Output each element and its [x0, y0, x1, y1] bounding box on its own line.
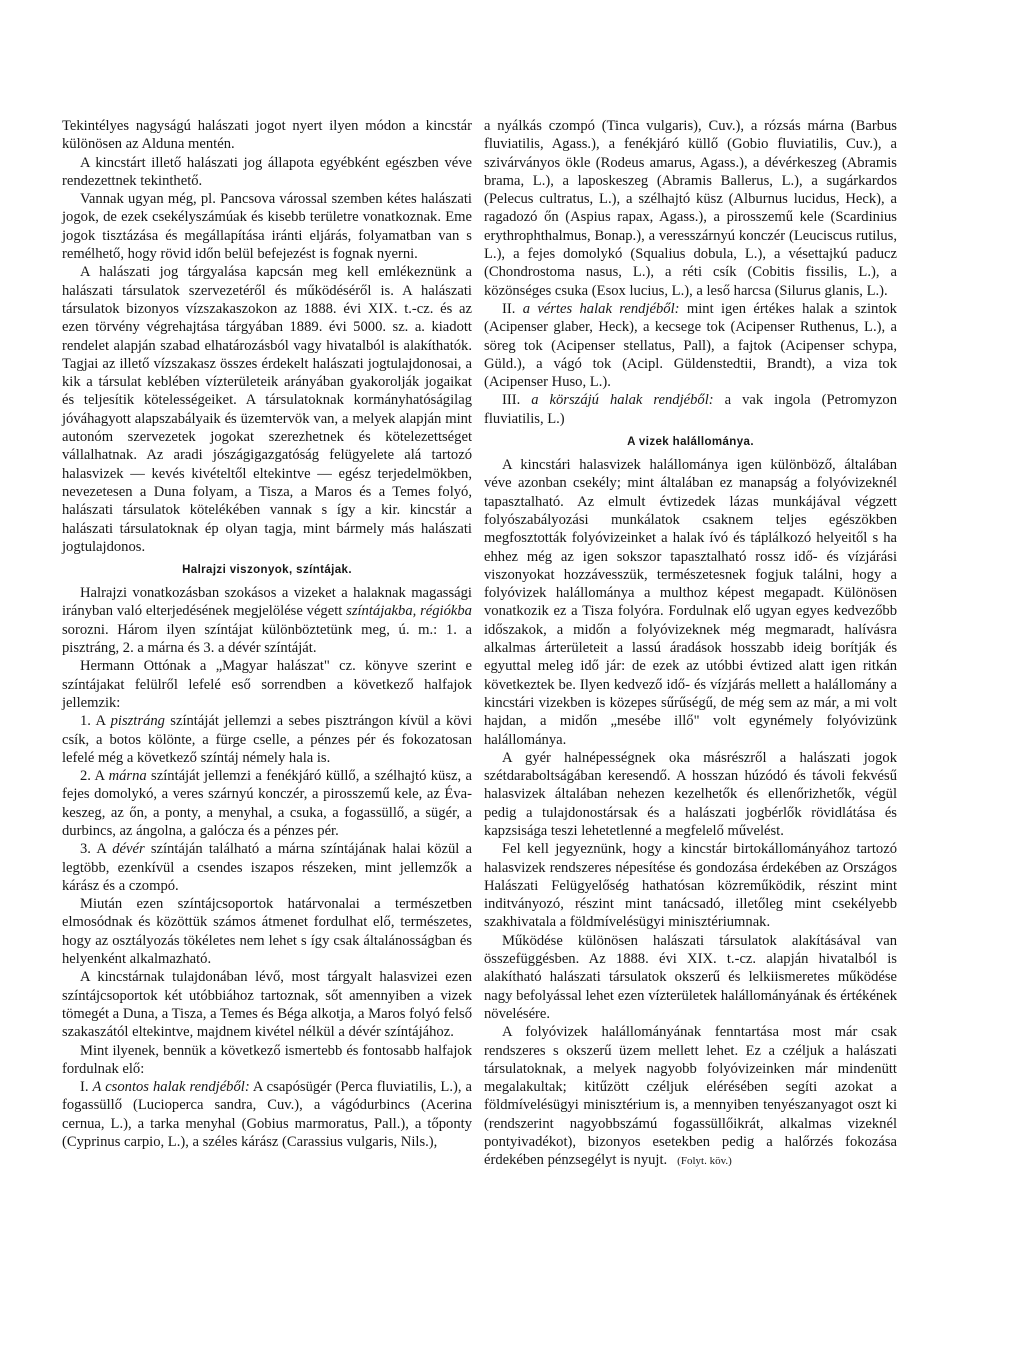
paragraph — [62, 1078, 472, 1151]
text: I. — [80, 1079, 93, 1096]
section-heading-halrajzi: Halrajzi viszonyok, színtájak. — [182, 564, 352, 577]
text: a vak ingola (Petromyzon fluviatilis, L.) — [484, 392, 897, 427]
paragraph: Mint ilyenek, bennük a következő ismertebb és fontosabb halfajok fordulnak elő: — [62, 1042, 472, 1077]
paragraph — [62, 712, 472, 767]
paragraph — [62, 584, 472, 657]
paragraph: A gyér halnépességnek oka másrészről a halászati jogok szétdaraboltságában keresendő. A hosszan húzódó és távoli fekvésű halasvizek általában nehezen kezelhetők és ellenőrizhetők, végül pedig a tulajdonostársak és a halászati jogbérlők rövidlátása és kapzsisága teszi lehetetlenné a megfelelő művelést. — [484, 749, 897, 839]
left-column — [62, 117, 472, 1151]
emphasis: színtájakba, régiókba — [346, 603, 472, 620]
emphasis: pisztráng — [110, 713, 165, 730]
paragraph — [62, 767, 472, 840]
text: színtáját jellemzi a sebes pisztrángon kívül a kövi csík, a botos kölönte, a fürge cselle, a pénzes pér és fokozatosan lefelé még a következő színtáj némely hala is. — [62, 713, 473, 766]
text: A folyóvizek halállományának fenntartása most már csak rendszeres s okszerű üzem mellett lehet. Ez a czéljuk a halászati társulatoknak, a melyek nagyobb folyóvizeinken már mindenütt megalakultak; kitűzött czéljuk elérésében segíti azokat a földmívelésügyi minisztérium is, a mennyiben tenyészanyagot oszt ki (rendszerint nagyobbszámú fogassüllőikrát, alkalmas vizeknél pontyivadékot), bizonyos esetekben pedig a halőrzés fokozása érdekében pénzsegélyt is nyujt. — [484, 1024, 897, 1169]
text: Halrajzi vonatkozásban szokásos a vizeket a halaknak magassági irányban való elterjedésének megjelölése végett — [62, 585, 472, 620]
emphasis: A csontos halak rendjéből: — [92, 1079, 250, 1096]
text: 3. A — [80, 841, 113, 858]
text: mint igen értékes halak a szintok (Acipenser glaber, Heck), a kecsege tok (Acipenser Ruthenus, L.), a söreg tok (Acipenser stellatus, Pall), a fajtok (Acipenser schypa, Güld.), a vágó tok (Acipl. Güldenstedtii, Brandt), a viza tok (Acipenser Huso, L.). — [484, 300, 897, 391]
text: színtáját jellemzi a fenékjáró küllő, a szélhajtó küsz, a fejes domolykó, a veres szárnyú konczér, a pirosszemű kele, az Éva-keszeg, az őn, a ponty, a menyhal, a csuka, a fogassüllő, a sügér, a durbincs, az ángolna, a galócza és a pénzes pér. — [62, 768, 472, 839]
paragraph — [484, 1023, 897, 1170]
text: III. — [502, 392, 532, 409]
paragraph: Vannak ugyan még, pl. Pancsova várossal szemben kétes halászati jogok, de ezek csekélyszámúak és kisebb területre vonatkoznak. Eme jogok tisztázása és megállapítása iránti eljárás, folyamatban van s remélhető, hogy rövid időn belül befejezést is fognak nyerni. — [62, 191, 472, 263]
right-column — [484, 117, 897, 1171]
paragraph: A kincstárt illető halászati jog állapota egyébként egészben véve rendezettnek tekinthető. — [62, 154, 472, 189]
emphasis: a vértes halak rendjéből: — [522, 300, 680, 317]
paragraph — [484, 300, 897, 391]
paragraph — [62, 840, 472, 895]
text: 2. A — [80, 768, 109, 785]
paragraph: a nyálkás czompó (Tinca vulgaris), Cuv.), a rózsás márna (Barbus fluviatilis, Agass.), a fenékjáró küllő (Gobio fluviatilis, Cuv.), a szivárványos ökle (Rodeus amarus, Agass.), a dévérkeszeg (Abramis brama, L.), a laposkeszeg (Abramis Ballerus, L.), a sugárkardos (Pelecus cultratus, L.), a szélhajtó küsz (Alburnus lucidus, Heck), a ragadozó őn (Aspius rapax, Agass.), a pirosszemű kele (Scardinius erythrophthalmus, Bonap.), a veresszárnyú konczér (Leuciscus rutilus, L.), a fejes domolykó (Squalius dobula, L.), a vésettajkú paducz (Chondrostoma nasus, L.), a réti csík (Cobitis fissilis, L.), a közönséges csuka (Esox lucius, L.), a leső harcsa (Silurus glanis, L.). — [484, 118, 897, 299]
paragraph: Hermann Ottónak a „Magyar halászat" cz. könyve szerint e színtájakat felülről lefelé eső sorrendben a következő halfajok jellemzik: — [62, 658, 472, 711]
paragraph: Tekintélyes nagyságú halászati jogot nyert ilyen módon a kincstár különösen az Alduna mentén. — [62, 118, 472, 153]
section-heading-halallomany: A vizek halállománya. — [627, 436, 754, 449]
paragraph: Miután ezen színtájcsoportok határvonalai a természetben elmosódnak és közöttük számos átmenet fordulhat elő, természetes, hogy az osztályozás tökéletes nem lehet s így csak általánosságban és helyenként alkalmazható. — [62, 896, 472, 968]
paragraph: A halászati jog tárgyalása kapcsán meg kell emlékeznünk a halászati társulatok szervezetéről és működéséről is. A halászati társulatok bizonyos vízszakaszokon az 1888. évi XIX. t.-cz. és az ezen törvény végrehajtása tárgyában 1889. évi 5000. sz. a. kiadott rendelet alapján szabad elhatározásból vagy hivatalból is alakíthatók. Tagjai az illető vízszakasz összes érdekelt halászati jogtulajdonosai, a kik a társulat keblében vízterületeik arányában gyakorolják jogaikat és teljesítik kötelességeiket. A társulatoknak kormányhatóságilag jóváhagyott alapszabályaik és üzemtervök van, a melyek alapján mint autonóm szervezetek jogokat szerezhetnek és kötelezettséget vállalhatnak. Az aradi jószágigazgatóság felügyelete alá tartozó halasvizek — kevés kivételtől eltekintve — egész terjedelmökben, nevezetesen a Duna folyam, a Tisza, a Maros és a Temes folyó, halászati társulatok kötelékében vannak s így a kir. kincstár a halászati társulatoknak ép olyan tagja, mint bármely más halászati jogtulajdonos. — [62, 264, 472, 555]
continued-note: (Folyt. köv.) — [677, 1155, 732, 1168]
emphasis: dévér — [112, 841, 145, 858]
text: 1. A — [80, 713, 111, 730]
paragraph: A kincstárnak tulajdonában lévő, most tárgyalt halasvizei ezen színtájcsoportok két utóbbiához tartoznak, sőt amennyiben a vizek tömegét a Duna, a Tisza, a Temes és Béga alkotja, a Maros folyó felső szakaszától eltekintve, majdnem kivétel nélkül a dévér színtájához. — [62, 969, 472, 1041]
text: A csapósügér (Perca fluviatilis, L.), a fogassüllő (Lucioperca sandra, Cuv.), a vágódurbincs (Acerina cernua, L.), a tarka menyhal (Gobius marmoratus, Pall.), a tőponty (Cyprinus carpio, L.), a széles kárász (Carassius vulgaris, Nils.), — [62, 1079, 472, 1151]
emphasis: márna — [108, 768, 147, 785]
text: színtáján található a márna színtájának halai közül a legtöbb, ezenkívül a csendes iszapos részeken, mint jellemzők a kárász és a czompó. — [62, 841, 473, 894]
paragraph: A kincstári halasvizek halállománya igen különböző, általában véve azonban csekély; mint általában ez manapság a folyóvizeknél tapasztalható. Az elmult évtizedek lázas munkájával végzett folyószabályozási munkálatok csaknem teljes egészökben megfosztották folyóvizeinket a halak ívó és táplálkozó helyeitől s ha ehhez még az igen sokszor tapasztalható rossz idő- és vízjárási viszonyokat hozzávesszük, természetesnek fogjuk találni, hogy a folyóvizek halállománya a multhoz képest megapadt. Különösen vonatkozik ez a Tisza folyóra. Fordulnak elő ugyan egyes kedvezőbb időszakok, a midőn a folyóvizeknek még megmaradt, halívásra alkalmas árterületeit a lassú áradások hosszabb ideig borítják és egyuttal meleg idő jár: de ezek az utóbbi évtized alatt igen ritkán következtek be. Ilyen kedvező idő- és vízjárás mellett a halállomány a kincstári vizekben is közepes sűrűségű, de még sem az már, a mi volt hajdan, a midőn „mesébe illő" volt egynémely folyóvizünk halállománya. — [484, 457, 897, 748]
emphasis: a körszájú halak rendjéből: — [531, 392, 714, 409]
text: sorozni. Három ilyen színtájat különböztetünk meg, ú. m.: 1. a pisztráng, 2. a márna és 3. a dévér színtáját. — [62, 621, 472, 657]
text: II. — [502, 300, 523, 317]
paragraph: Fel kell jegyeznünk, hogy a kincstár birtokállományához tartozó halasvizek rendszeres népesítése és gondozása érdekében az Országos Halászati Felügyelőség hathatósan közreműködik, részint mint inditványozó, részint mint tanácsadó, illetőleg mint csekélyebb szakhivatala a földmívelésügyi minisztériumnak. — [484, 841, 897, 931]
paragraph — [484, 391, 897, 428]
paragraph: Működése különösen halászati társulatok alakításával van összefüggésben. Az 1888. évi XIX. t.-cz. alapján hivatalból is alakítható halászati társulatok okszerű és lelkiismeretes működése nagy befolyással lehet ezen vízterületek halállományának és értékének növelésére. — [484, 932, 897, 1022]
